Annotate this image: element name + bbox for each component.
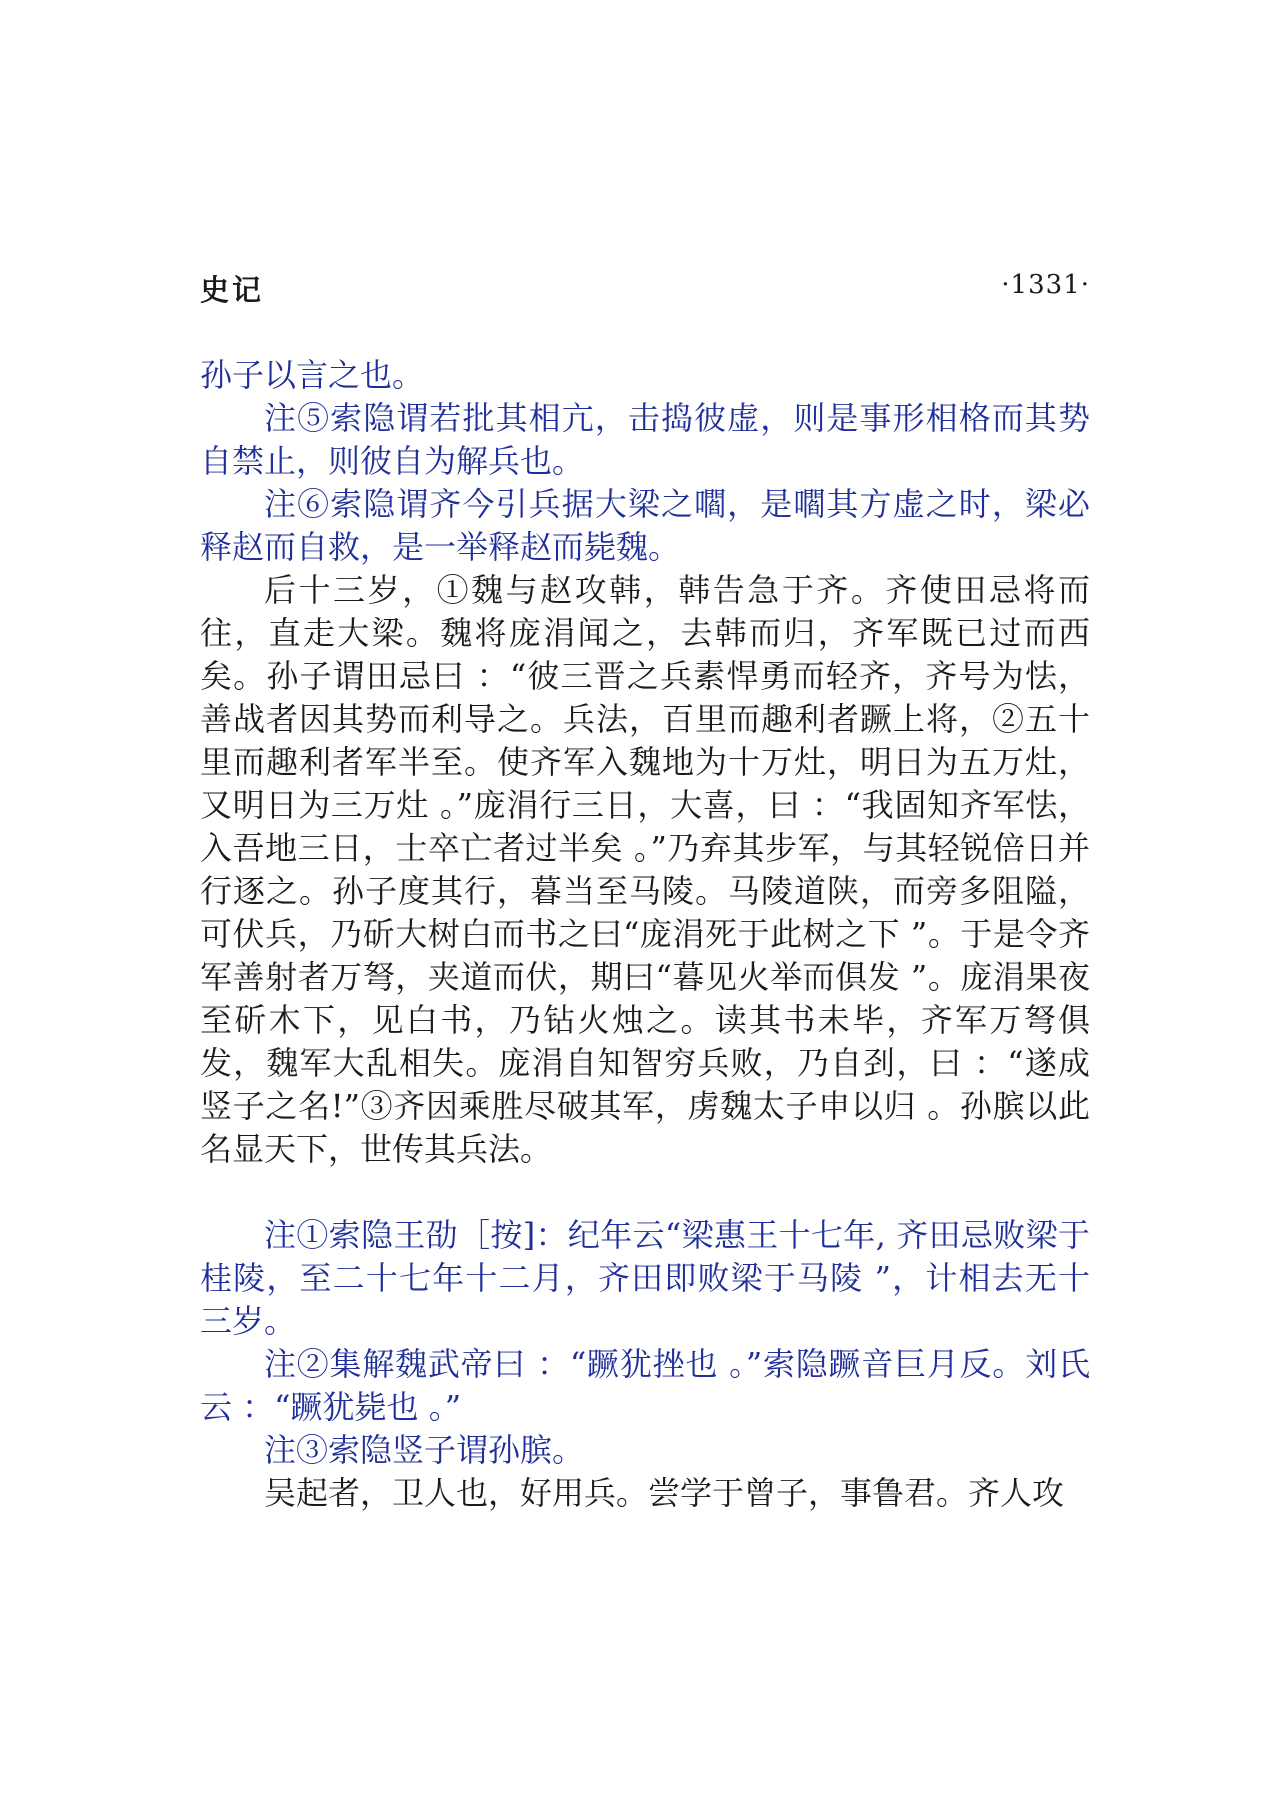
note-5: 注⑤索隐谓若批其相亢，击捣彼虚，则是事形相格而其势自禁止，则彼自为解兵也。 — [200, 399, 1090, 480]
page-body — [200, 354, 1090, 1515]
note-1: 注①索隐王劭［按]：纪年云“梁惠王十七年, 齐田忌败梁于桂陵，至二十七年十二月，齐田即败梁于马陵 ”，计相去无十三岁。 — [200, 1216, 1090, 1340]
note-6: 注⑥索隐谓齐今引兵据大梁之嚪，是嚪其方虚之时，梁必释赵而自救，是一举释赵而毙魏。 — [200, 485, 1090, 566]
note-continuation: 孙子以言之也。 — [200, 356, 425, 394]
page-number: ·1331· — [1001, 270, 1090, 300]
note-2: 注②集解魏武帝曰 ：“蹶犹挫也 。”索隐蹶音巨月反。刘氏云 ：“蹶犹毙也 。” — [200, 1345, 1090, 1426]
note-3: 注③索隐竖子谓孙膑。 — [264, 1431, 585, 1469]
book-title: 史记 — [200, 273, 265, 307]
main-paragraph-maling: 后十三岁，①魏与赵攻韩，韩告急于齐。齐使田忌将而往，直走大梁。魏将庞涓闻之，去韩而归，齐军既已过而西矣。孙子谓田忌曰 ：“彼三晋之兵素悍勇而轻齐，齐号为怯，善战者因其势而利导之。兵法，百里而趣利者蹶上将，②五十里而趣利者军半至。使齐军入魏地为十万灶，明日为五万灶，又明日为三万灶 。”庞涓行三日，大喜，曰 ：“我固知齐军怯，入吾地三日，士卒亡者过半矣 。”乃弃其步军，与其轻锐倍日并行逐之。孙子度其行，暮当至马陵。马陵道陕，而旁多阻隘，可伏兵，乃斫大树白而书之曰“庞涓死于此树之下 ”。于是令齐军善射者万弩，夹道而伏，期曰“暮见火举而俱发 ”。庞涓果夜至斫木下，见白书，乃钻火烛之。读其书未毕，齐军万弩俱发，魏军大乱相失。庞涓自知智穷兵败，乃自刭，曰 ：“遂成竖子之名!”③齐因乘胜尽破其军，虏魏太子申以归 。孙膑以此名显天下，世传其兵法。 — [200, 571, 1090, 1168]
page-header — [200, 268, 1090, 308]
main-paragraph-wuqi: 吴起者，卫人也，好用兵。尝学于曾子，事鲁君。齐人攻 — [264, 1474, 1065, 1512]
